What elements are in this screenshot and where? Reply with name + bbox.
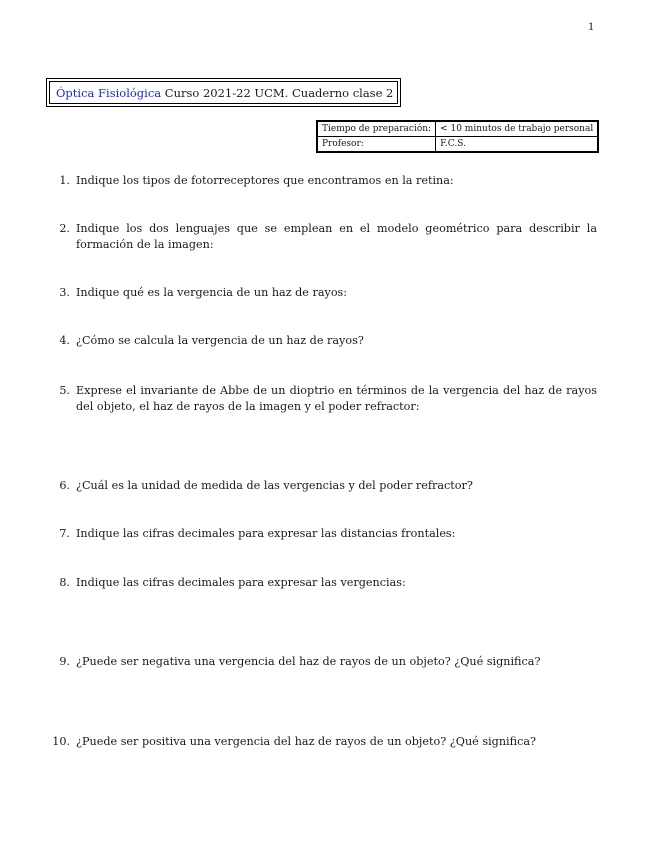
info-table [316, 120, 599, 153]
title-text: Curso 2021-22 UCM. Cuaderno clase 2 [161, 86, 394, 100]
professor-value: F.C.S. [436, 137, 599, 153]
question-3 [52, 285, 597, 301]
question-number: 1. [59, 174, 70, 187]
question-5 [52, 383, 597, 415]
prep-time-label: Tiempo de preparación: [317, 121, 436, 137]
question-text: ¿Puede ser negativa una vergencia del haz de rayos de un objeto? ¿Qué significa? [76, 655, 541, 668]
question-number: 4. [59, 334, 70, 347]
question-text: Exprese el invariante de Abbe de un dioptrio en términos de la vergencia del haz de rayos del objeto, el haz de rayos de la imagen y el poder refractor: [76, 384, 597, 413]
question-text: Indique los dos lenguajes que se emplean en el modelo geométrico para describir la formación de la imagen: [76, 222, 597, 251]
question-text: Indique las cifras decimales para expresar las vergencias: [76, 576, 406, 589]
question-text: Indique los tipos de fotorreceptores que encontramos en la retina: [76, 174, 454, 187]
title-box [46, 78, 401, 107]
question-number: 10. [52, 735, 70, 748]
prep-time-value: < 10 minutos de trabajo personal [436, 121, 599, 137]
question-text: Indique las cifras decimales para expresar las distancias frontales: [76, 527, 456, 540]
question-number: 7. [59, 527, 70, 540]
question-text: ¿Cómo se calcula la vergencia de un haz de rayos? [76, 334, 364, 347]
question-number: 8. [59, 576, 70, 589]
question-6 [52, 478, 597, 494]
professor-label: Profesor: [317, 137, 436, 153]
question-8 [52, 575, 597, 591]
question-1 [52, 173, 597, 189]
question-text: Indique qué es la vergencia de un haz de rayos: [76, 286, 348, 299]
question-number: 6. [59, 479, 70, 492]
question-text: ¿Puede ser positiva una vergencia del haz de rayos de un objeto? ¿Qué significa? [76, 735, 537, 748]
document-title [49, 81, 398, 104]
professor-row [317, 137, 598, 153]
question-number: 2. [59, 222, 70, 235]
question-7 [52, 526, 597, 542]
question-10 [52, 734, 597, 750]
question-number: 5. [59, 384, 70, 397]
question-9 [52, 654, 597, 670]
prep-time-row [317, 121, 598, 137]
page-number: 1 [588, 22, 595, 33]
question-text: ¿Cuál es la unidad de medida de las vergencias y del poder refractor? [76, 479, 473, 492]
question-2 [52, 221, 597, 253]
question-number: 9. [59, 655, 70, 668]
question-number: 3. [59, 286, 70, 299]
question-4 [52, 333, 597, 349]
course-link[interactable]: Óptica Fisiológica [56, 86, 162, 100]
